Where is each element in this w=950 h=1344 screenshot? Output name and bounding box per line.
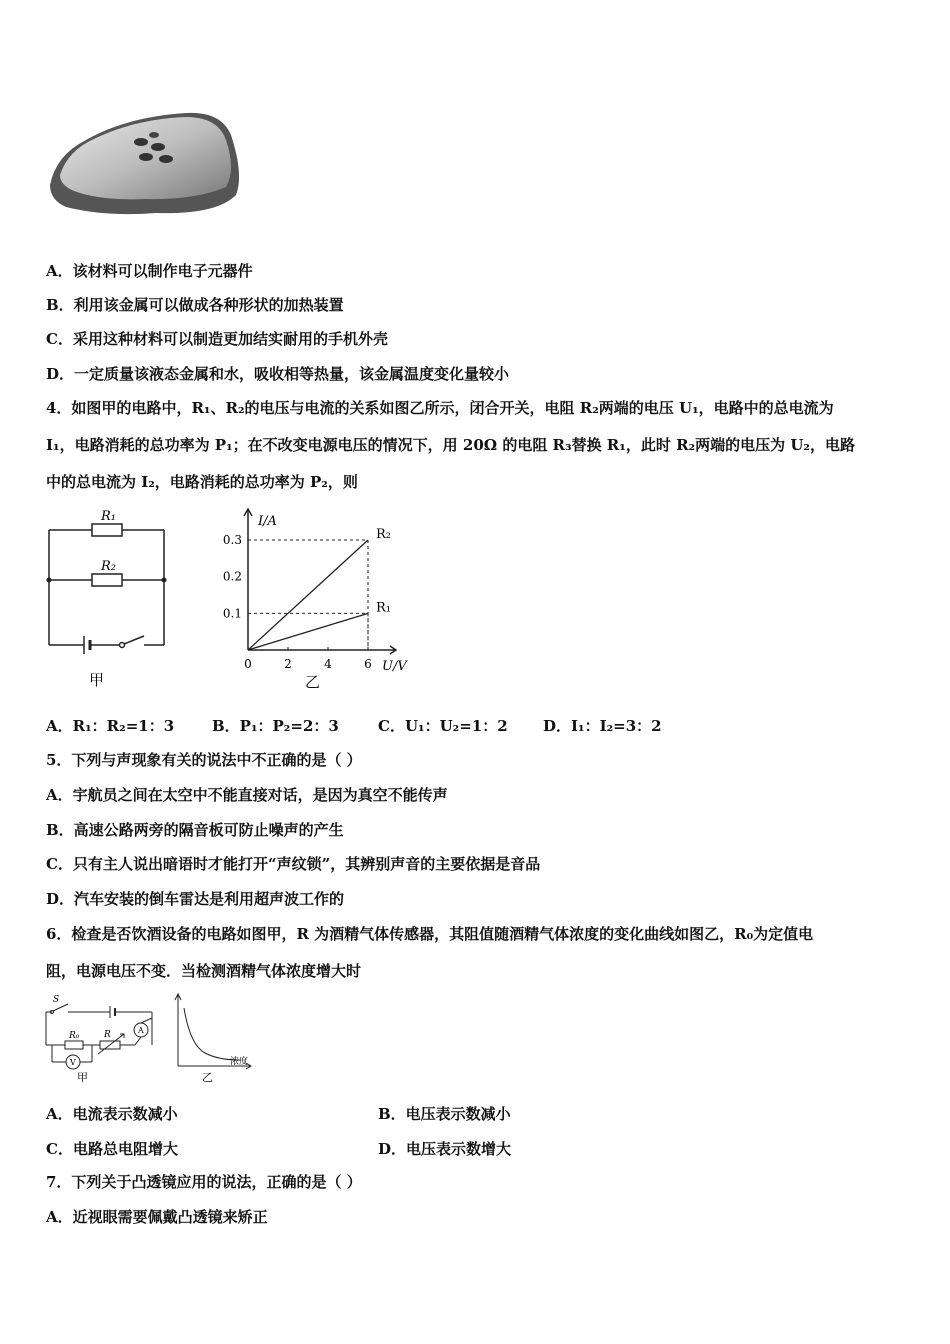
q6-stem-line-1: 6．检查是否饮酒设备的电路如图甲，R 为酒精气体传感器，其阻值随酒精气体浓度的变化曲线如图乙，R₀为定值电 xyxy=(46,925,814,943)
q6-circuit-diagram xyxy=(40,990,160,1085)
q4-stem-line-2: I₁，电路消耗的总功率为 P₁；在不改变电源电压的情况下，用 20Ω 的电阻 R₃替换 R₁，此时 R₂两端的电压为 U₂，电路 xyxy=(46,436,855,454)
q5-option-b[interactable]: B．高速公路两旁的隔音板可防止噪声的产生 xyxy=(46,821,344,839)
q6-voltmeter-label: V xyxy=(70,1058,76,1067)
q5-stem: 5．下列与声现象有关的说法中不正确的是（ ） xyxy=(46,751,362,769)
q6-stem-line-2: 阻，电源电压不变．当检测酒精气体浓度增大时 xyxy=(46,962,362,980)
q6-option-c[interactable]: C．电路总电阻增大 xyxy=(46,1140,178,1158)
liquid-metal-photo xyxy=(46,95,246,225)
q4-option-b[interactable]: B．P₁：P₂=2：3 xyxy=(212,717,339,735)
q5-option-d[interactable]: D．汽车安装的倒车雷达是利用超声波工作的 xyxy=(46,890,345,908)
q4-option-d[interactable]: D．I₁：I₂=3：2 xyxy=(543,717,662,735)
q7-option-a[interactable]: A．近视眼需要佩戴凸透镜来矫正 xyxy=(46,1208,268,1226)
chart-caption: 乙 xyxy=(305,673,321,691)
q6-label-r0: R₀ xyxy=(69,1031,80,1041)
q4-iu-chart xyxy=(210,505,420,695)
y-tick-label-2: 0.3 xyxy=(222,532,242,547)
q6-resistance-graph xyxy=(170,990,265,1085)
x-tick-label-1: 2 xyxy=(284,657,292,671)
q6-ammeter-label: A xyxy=(138,1026,144,1035)
q4-circuit-diagram xyxy=(44,505,174,695)
q6-label-r: R xyxy=(104,1030,111,1040)
q7-stem: 7．下列关于凸透镜应用的说法，正确的是（ ） xyxy=(46,1173,362,1191)
q4-option-a[interactable]: A．R₁：R₂=1：3 xyxy=(46,717,175,735)
y-tick-label-1: 0.2 xyxy=(222,569,242,584)
circuit-label-r1: R₁ xyxy=(101,509,116,524)
y-tick-label-0: 0.1 xyxy=(222,606,242,621)
circuit-label-r2: R₂ xyxy=(101,559,116,574)
q6-x-label: 浓度 xyxy=(230,1057,249,1067)
q3-option-d[interactable]: D．一定质量该液态金属和水，吸收相等热量，该金属温度变化量较小 xyxy=(46,365,510,383)
x-axis-label: U/V xyxy=(382,659,407,674)
q3-option-b[interactable]: B．利用该金属可以做成各种形状的加热装置 xyxy=(46,296,344,314)
q5-option-a[interactable]: A．宇航员之间在太空中不能直接对话，是因为真空不能传声 xyxy=(46,786,448,804)
q3-option-c[interactable]: C．采用这种材料可以制造更加结实耐用的手机外壳 xyxy=(46,330,388,348)
x-tick-label-0: 0 xyxy=(244,657,252,671)
x-tick-label-2: 4 xyxy=(324,657,332,671)
series-label-0: R₂ xyxy=(376,526,391,542)
x-tick-label-3: 6 xyxy=(364,657,372,671)
q6-graph-caption: 乙 xyxy=(202,1071,213,1084)
q6-resistance-curve xyxy=(184,1008,240,1060)
q6-option-d[interactable]: D．电压表示数增大 xyxy=(378,1140,512,1158)
q3-option-a[interactable]: A．该材料可以制作电子元器件 xyxy=(46,262,253,280)
q4-stem-line-3: 中的总电流为 I₂，电路消耗的总功率为 P₂，则 xyxy=(46,473,358,491)
q4-option-c[interactable]: C．U₁：U₂=1：2 xyxy=(378,717,508,735)
series-label-1: R₁ xyxy=(376,600,391,616)
q6-option-b[interactable]: B．电压表示数减小 xyxy=(378,1105,511,1123)
series-line-0 xyxy=(248,540,368,650)
q6-circuit-caption: 甲 xyxy=(77,1071,88,1084)
q6-label-s: S xyxy=(53,995,60,1005)
q6-option-a[interactable]: A．电流表示数减小 xyxy=(46,1105,178,1123)
series-line-1 xyxy=(248,613,368,650)
q5-option-c[interactable]: C．只有主人说出暗语时才能打开“声纹锁”，其辨别声音的主要依据是音品 xyxy=(46,855,541,873)
circuit-caption: 甲 xyxy=(89,671,105,689)
q4-stem-line-1: 4．如图甲的电路中，R₁、R₂的电压与电流的关系如图乙所示，闭合开关，电阻 R₂两端的电压 U₁，电路中的总电流为 xyxy=(46,399,834,417)
y-axis-label: I/A xyxy=(258,514,277,529)
